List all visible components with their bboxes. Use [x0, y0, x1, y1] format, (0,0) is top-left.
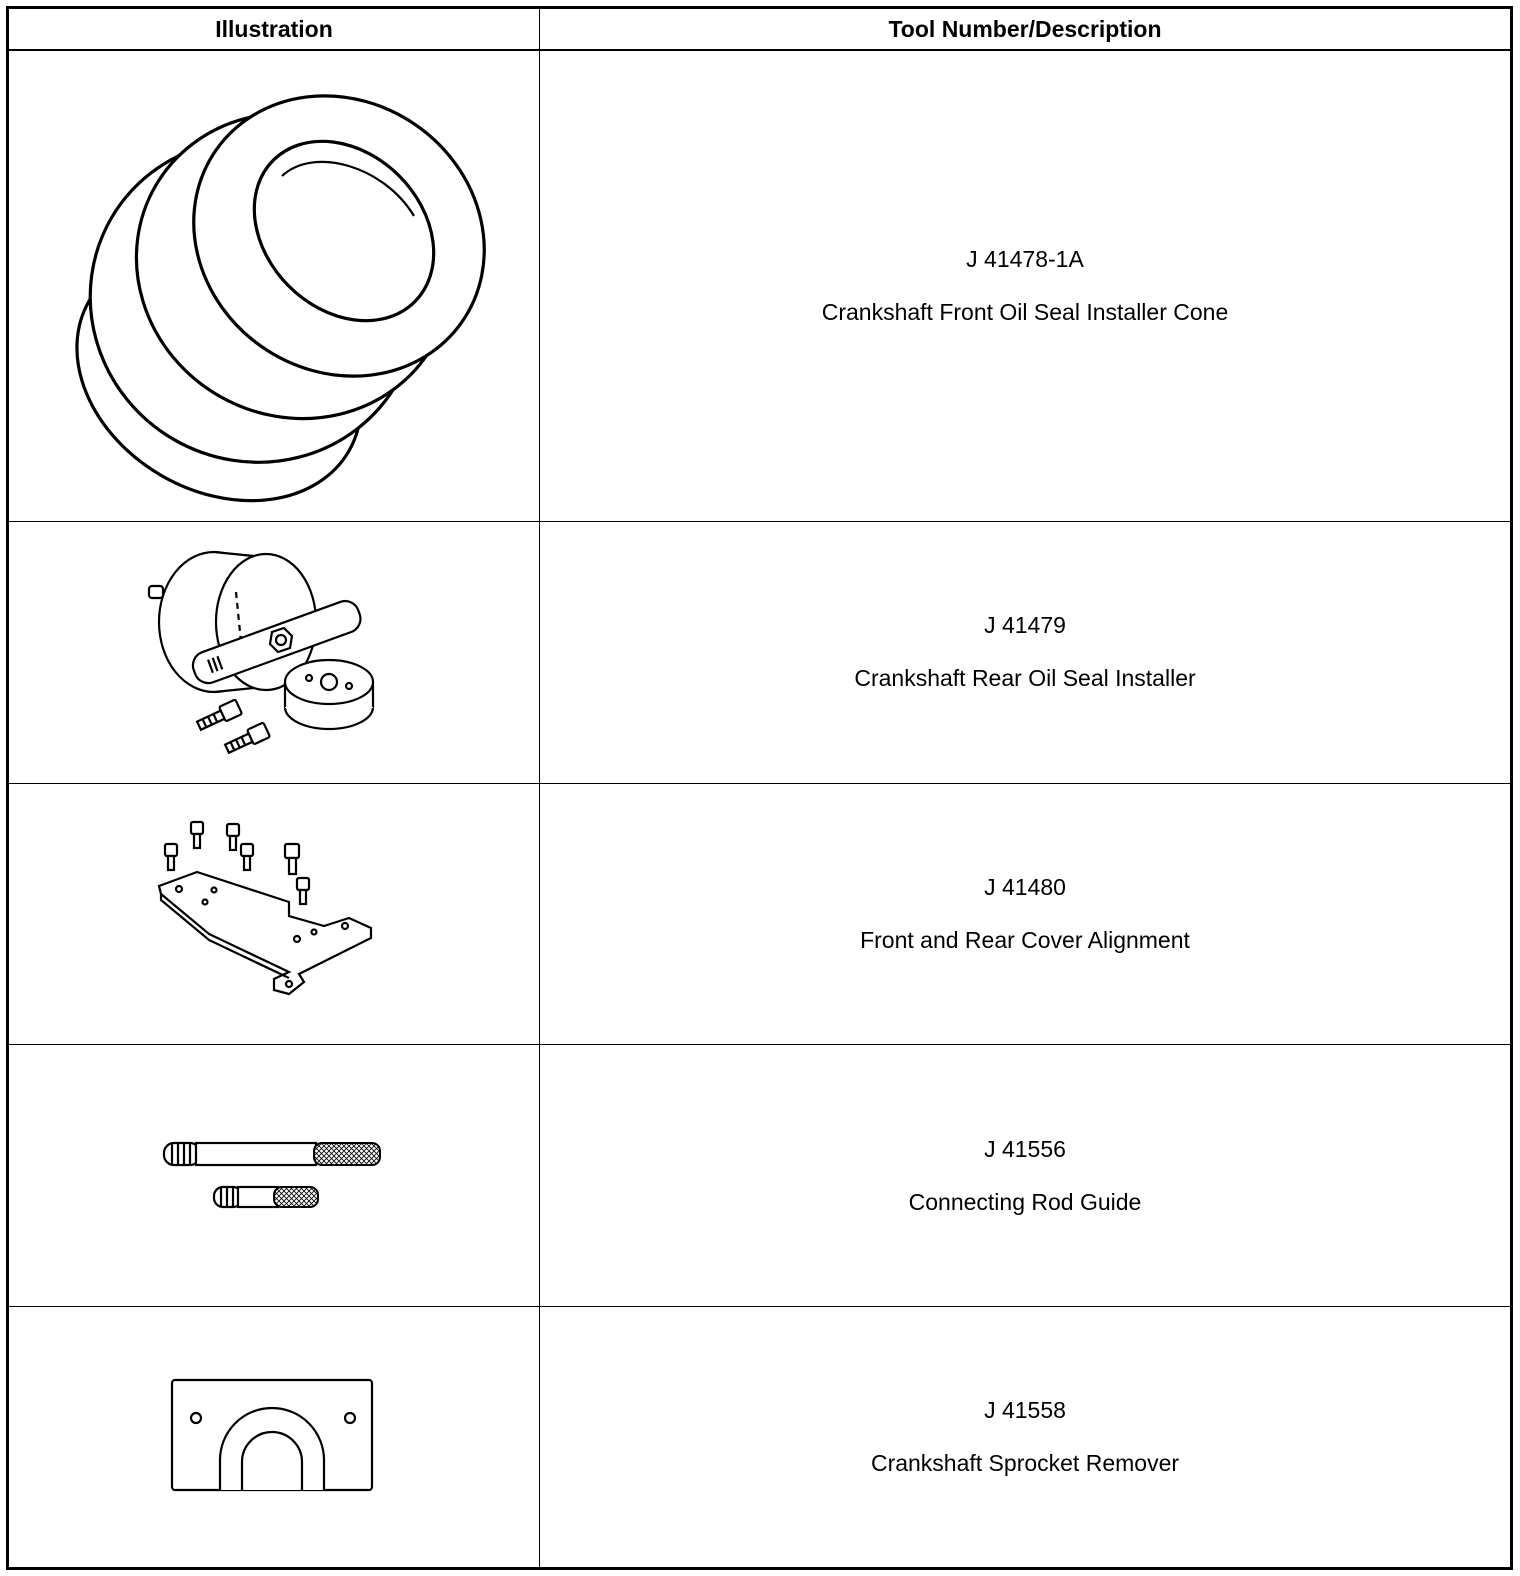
tool-number: J 41479: [984, 612, 1066, 639]
description-cell: [540, 521, 1512, 783]
table-row: [8, 783, 1512, 1045]
illustration-cell: [8, 1307, 540, 1569]
tool-description: Front and Rear Cover Alignment: [860, 927, 1190, 954]
description-cell: [540, 783, 1512, 1045]
table-row: [8, 50, 1512, 521]
illustration-cell: [8, 783, 540, 1045]
cover-alignment-plate-drawing: [149, 814, 399, 1014]
table-row: [8, 1307, 1512, 1569]
illustration-cell: [8, 50, 540, 521]
table-header-row: [8, 8, 1512, 51]
tool-description: Crankshaft Sprocket Remover: [870, 1450, 1180, 1477]
tool-description: Connecting Rod Guide: [908, 1188, 1142, 1215]
screw-icon: [165, 844, 177, 870]
tool-number: J 41556: [984, 1135, 1066, 1162]
screw-icon: [297, 878, 309, 904]
tool-number: J 41480: [984, 874, 1066, 901]
tool-description: Crankshaft Front Oil Seal Installer Cone: [821, 298, 1229, 325]
sprocket-remover-drawing: [164, 1372, 384, 1502]
rod-guide-drawing: [154, 1131, 394, 1221]
tool-number: J 41558: [984, 1397, 1066, 1424]
screw-icon: [227, 824, 239, 850]
tool-number: J 41478-1A: [966, 245, 1084, 272]
description-cell: [540, 1307, 1512, 1569]
tool-column-header: Tool Number/Description: [540, 8, 1512, 51]
description-cell: [540, 1045, 1512, 1307]
screw-icon: [285, 844, 299, 874]
illustration-cell: [8, 521, 540, 783]
illustration-column-header: Illustration: [8, 8, 540, 51]
rear-seal-installer-drawing: [144, 532, 404, 772]
special-tools-table: [6, 6, 1513, 1570]
table-row: [8, 521, 1512, 783]
illustration-cell: [8, 1045, 540, 1307]
tool-description: Crankshaft Rear Oil Seal Installer: [854, 665, 1196, 692]
screw-icon: [241, 844, 253, 870]
table-row: [8, 1045, 1512, 1307]
screw-icon: [191, 822, 203, 848]
installer-cone-drawing: [54, 66, 494, 506]
description-cell: [540, 50, 1512, 521]
